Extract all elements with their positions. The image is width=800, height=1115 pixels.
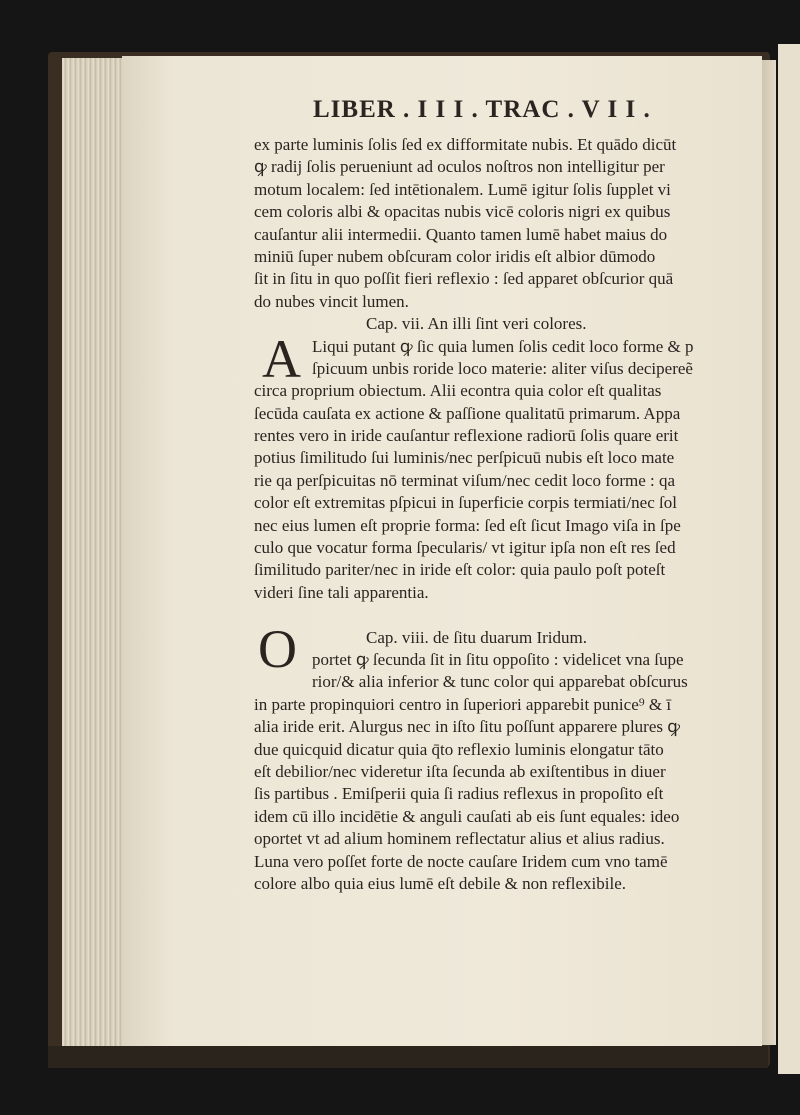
text-line: alia iride erit. Alurgus nec in iſto ſitu poſſunt apparere plures ꝙ xyxy=(254,717,681,737)
text-line: ſit in ſitu in quo poſſit fieri reflexio : ſed apparet obſcurior quā xyxy=(254,269,674,289)
text-line: ſpicuum unbis roride loco materie: aliter viſus decipereẽ xyxy=(312,358,693,378)
text-line: potius ſimilitudo ſui luminis/nec perſpicuū nubis eſt loco mate xyxy=(254,448,675,468)
chapter-7-body xyxy=(254,336,714,605)
text-line: eſt debilior/nec videretur iſta ſecunda ab exiſtentibus in diuer xyxy=(254,761,666,781)
text-line: ſecūda cauſata ex actione & paſſione qualitatū primarum. Appa xyxy=(254,403,681,423)
text-line: ꝙ radij ſolis perueniunt ad oculos noſtros non intelligitur per xyxy=(254,157,665,177)
text-line: Luna vero poſſet forte de nocte cauſare Iridem cum vno tamē xyxy=(254,851,668,871)
text-line: colore albo quia eius lumē eſt debile & non reflexibile. xyxy=(254,873,626,893)
facing-page-edge xyxy=(778,44,800,1074)
text-line: do nubes vincit lumen. xyxy=(254,291,409,311)
running-header: LIBER . I I I . TRAC . V I I . xyxy=(313,96,651,123)
text-line: circa proprium obiectum. Alii econtra quia color eſt qualitas xyxy=(254,381,662,401)
chapter-8-body xyxy=(254,649,714,895)
text-line: idem cū illo incidētie & anguli cauſati ab eis ſunt equales: ideo xyxy=(254,806,680,826)
page-edges-left xyxy=(62,58,124,1048)
drop-cap-o: O xyxy=(258,619,297,679)
paragraph-1 xyxy=(254,134,714,313)
text-line: ex parte luminis ſolis ſed ex difformitate nubis. Et quādo dicūt xyxy=(254,135,677,154)
page-edges-right xyxy=(762,60,776,1045)
text-line: cauſantur alii intermedii. Quanto tamen lumē habet maius do xyxy=(254,224,668,244)
chapter-8-heading: Cap. viii. de ſitu duarum Iridum. xyxy=(366,627,587,647)
text-line: rior/& alia inferior & tunc color qui apparebat obſcurus xyxy=(312,672,688,692)
drop-cap-a: A xyxy=(262,329,301,389)
text-line: portet ꝙ ſecunda ſit in ſitu oppoſito : videlicet vna ſupe xyxy=(312,649,684,669)
text-line: rie qa perſpicuitas nō terminat viſum/nec cedit loco forme : qa xyxy=(254,470,676,490)
text-line: cem coloris albi & opacitas nubis vicē coloris nigri ex quibus xyxy=(254,202,671,222)
text-line: Liqui putant ꝙ ſic quia lumen ſolis cedit loco forme & p xyxy=(312,336,694,356)
page-text xyxy=(254,134,714,895)
spacer xyxy=(254,604,714,626)
text-line: nec eius lumen eſt proprie forma: ſed eſt ſicut Imago viſa in ſpe xyxy=(254,515,681,535)
text-line: ſis partibus . Emiſperii quia ſi radius reflexus in propoſito eſt xyxy=(254,784,664,804)
text-line: oportet vt ad alium hominem reflectatur alius et alius radius. xyxy=(254,829,665,849)
text-line: miniū ſuper nubem obſcuram color iridis eſt albior dūmodo xyxy=(254,246,656,266)
text-line: rentes vero in iride cauſantur reflexione radiorū ſolis quare erit xyxy=(254,426,679,446)
text-line: in parte propinquiori centro in ſuperiori apparebit punice⁹ & ī xyxy=(254,694,672,714)
book-bottom xyxy=(48,1046,768,1068)
text-line: videri ſine tali apparentia. xyxy=(254,582,429,602)
text-line: culo que vocatur forma ſpecularis/ vt igitur ipſa non eſt res ſed xyxy=(254,538,676,558)
chapter-7-heading: Cap. vii. An illi ſint veri colores. xyxy=(366,314,587,334)
text-line: ſimilitudo pariter/nec in iride eſt color: quia paulo poſt poteſt xyxy=(254,560,666,580)
text-line: color eſt extremitas pſpicui in ſuperficie corpis termiati/nec ſol xyxy=(254,493,677,513)
text-line: due quicquid dicatur quia q̄to reflexio luminis elongatur tāto xyxy=(254,739,664,759)
text-line: motum localem: ſed intētionalem. Lumē igitur ſolis ſupplet vi xyxy=(254,179,671,199)
